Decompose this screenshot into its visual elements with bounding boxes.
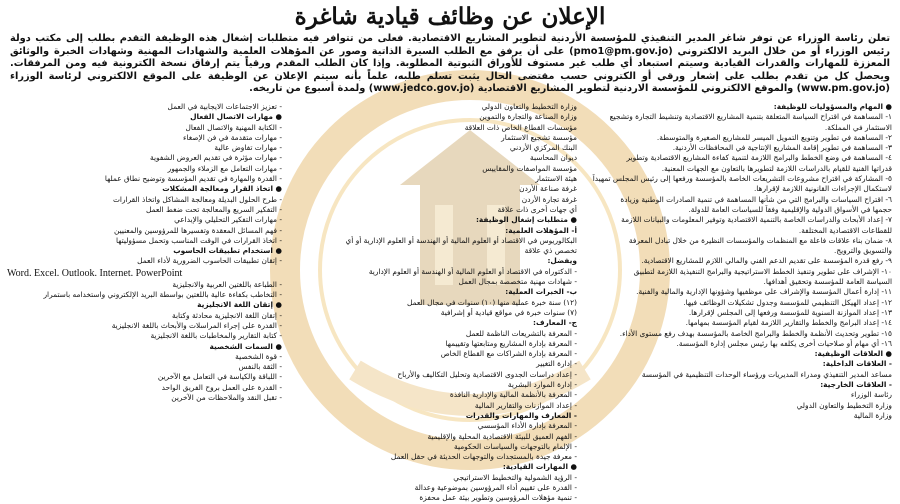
list-item: ● استخدام تطبيقات الحاسوب bbox=[173, 246, 282, 256]
list-item: لاستكمال الإجراءات القانونية اللازمة لإقرارها. bbox=[753, 184, 892, 194]
list-item: - معرفة جيدة بالمستجدات والتوجهات الحديثة في حقل العمل bbox=[390, 452, 577, 462]
list-item: ٢- المساهمة في تطوير وتنويع التمويل الميسر للمشاريع الصغيرة والمتوسطة. bbox=[656, 132, 892, 142]
list-item: - القدرة والمهارة في تقديم المؤسسة وتوضيح نطاق عملها bbox=[104, 174, 282, 184]
list-item: ١٣- إعداد الموازنة السنوية للمؤسسة ورفعها إلى المجلس لإقرارها. bbox=[688, 307, 892, 317]
list-item: - مهارات متقدمة في فن الإصغاء bbox=[182, 132, 282, 142]
list-item: أي جهات أخرى ذات علاقة bbox=[497, 204, 577, 214]
list-item: الاستثمار في المملكة. bbox=[824, 122, 892, 132]
list-item: - الرؤية الشمولية والتخطيط الاستراتيجي bbox=[453, 472, 577, 482]
list-item: - إدارة التغيير bbox=[536, 359, 577, 369]
computer-apps-line: Word. Excel. Outlook. Internet. PowerPoint bbox=[7, 267, 183, 279]
list-item: ١٤- إعداد البرامج والخطط والتقارير اللازمة لقيام المؤسسة بمهامها. bbox=[685, 318, 892, 328]
list-item: - المعرفة بإدارة الأداء المؤسسي bbox=[477, 421, 577, 431]
list-item: - المعرفة بالأنظمة المالية والإدارية النافذة bbox=[449, 390, 577, 400]
list-item: السياسة العامة للمؤسسة وتحقيق أهدافها. bbox=[763, 277, 892, 287]
list-item: قدراتها الفنية للقيام بالدراسات اللازمة لتطويرها بالتعاون مع الجهات المعنية. bbox=[661, 163, 892, 173]
list-item: ● العلاقات الوظيفية: bbox=[814, 349, 892, 359]
column-skills bbox=[7, 102, 282, 403]
list-item: حجمها في الأسواق الدولية والإقليمية وفقاً للسياسات العامة للدولة. bbox=[688, 204, 892, 214]
list-item: - التخاطب بكفاءة عالية باللغتين بواسطة البريد الإلكتروني واستخدامه باستمرار bbox=[43, 290, 282, 300]
list-item: هيئة الاستثمار bbox=[535, 174, 577, 184]
list-item: مؤسسات القطاع الخاص ذات العلاقة bbox=[464, 122, 577, 132]
list-item: - مهارات تفاوض عالية bbox=[214, 143, 282, 153]
list-item: ١٦- أي مهام أو صلاحيات أخرى يكلفه بها رئيس مجلس إدارة المؤسسة. bbox=[676, 338, 892, 348]
list-item: ٨- ضمان بناء علاقات فاعلة مع المنظمات والمؤسسات النظيرة من خلال تبادل المعرفة bbox=[628, 235, 892, 245]
list-item: - فهم المسائل المعقدة وتفسيرها للمرؤوسين والمعنيين bbox=[113, 225, 282, 235]
list-item: مساعد المدير التنفيذي ومدراء المديريات ورؤساء الوحدات التنظيمية في المؤسسة bbox=[641, 369, 892, 379]
list-item: أ- المؤهلات العلمية: bbox=[505, 225, 577, 235]
list-item: - العلاقات الداخلية: bbox=[822, 359, 892, 369]
list-item: - كتابة التقارير والمخاطبات باللغة الانجليزية bbox=[150, 331, 282, 341]
list-item: - إتقان تطبيقات الحاسوب الضرورية لأداء العمل bbox=[137, 256, 282, 266]
list-item: ب- الخبرات العملية: bbox=[505, 287, 577, 297]
list-item: - مهارات التعامل مع الزملاء والجمهور bbox=[167, 163, 282, 173]
list-item: ١٥- تطوير وتحديث الأنظمة والخطط والبرامج الخاصة بالمؤسسة بهدف رفع مستوى الأداء. bbox=[619, 328, 892, 338]
duties-list bbox=[592, 102, 892, 421]
list-item: - القدرة على العمل بروح الفريق الواحد bbox=[161, 382, 282, 392]
list-item: - المعرفة بإدارة الشراكات مع القطاع الخاص bbox=[440, 349, 577, 359]
list-item: ● إتقان اللغة الانجليزية bbox=[197, 300, 282, 310]
list-item: ٧- إعداد الأبحاث والدراسات الخاصة بالتنمية الاقتصادية وتوفير المعلومات والبيانات اللازمة bbox=[621, 215, 892, 225]
list-item: - إعداد الموازنات والتقارير المالية bbox=[474, 400, 577, 410]
list-item: - إتقان اللغة الانجليزية محادثة وكتابة bbox=[172, 310, 282, 320]
list-item: البكالوريوس في الاقتصاد أو العلوم المالية أو الهندسة أو العلوم الإدارية أو أي bbox=[345, 235, 577, 245]
list-item: رئاسة الوزراء bbox=[850, 390, 892, 400]
list-item: ٦- اقتراح السياسات والبرامج التي من شأنها المساهمة في تنمية الصادرات الوطنية وزيادة bbox=[620, 194, 892, 204]
list-item: - الدكتوراه في الاقتصاد أو العلوم المالية أو الهندسة أو العلوم الإدارية bbox=[368, 266, 577, 276]
list-item: والتسويق والترويج. bbox=[833, 246, 892, 256]
list-item: ١٢- إعداد الهيكل التنظيمي للمؤسسة وجدول تشكيلات الوظائف فيها. bbox=[683, 297, 892, 307]
list-item: - قوة الشخصية bbox=[235, 351, 282, 361]
list-item: ديوان المحاسبة bbox=[530, 153, 577, 163]
list-item: - الطباعة باللغتين العربية والانجليزية bbox=[172, 279, 282, 289]
list-item: ● المهارات القيادية: bbox=[502, 462, 577, 472]
list-item: ● متطلبات إشغال الوظيفة: bbox=[475, 215, 577, 225]
list-item: - إدارة الموارد البشرية bbox=[507, 380, 577, 390]
column-duties bbox=[592, 102, 892, 421]
list-item: - القدرة على إجراء المراسلات والأبحاث باللغة الانجليزية bbox=[111, 320, 282, 330]
list-item: ● المهام والمسؤوليات للوظيفة: bbox=[773, 102, 892, 111]
page-title: الإعلان عن وظائف قيادية شاغرة bbox=[294, 3, 606, 30]
list-item: مؤسسة تشجيع الاستثمار bbox=[501, 132, 577, 142]
list-item: - مهارات مؤثرة في تقديم العروض الشفوية bbox=[149, 153, 282, 163]
list-item: (٧) سنوات خبرة في مواقع قيادية أو إشرافية bbox=[440, 307, 577, 317]
list-item: البنك المركزي الأردني bbox=[509, 143, 577, 153]
list-item: ● مهارات الاتصال الفعال bbox=[190, 112, 282, 122]
list-item: ١١- إدارة أعمال المؤسسة والإشراف على موظفيها وشؤونها الإدارية والمالية والفنية. bbox=[636, 287, 892, 297]
list-item: ● السمات الشخصية bbox=[209, 341, 282, 351]
list-item: - طرح الحلول البديلة ومعالجة المشاكل واتخاذ القرارات bbox=[112, 194, 282, 204]
list-item: ٤- المساهمة في وضع الخطط والبرامج اللازمة لتنمية كفاءة المشاريع الاقتصادية وتطوير bbox=[626, 153, 892, 163]
list-item: - الإلمام بالتوجهات والسياسات الحكومية bbox=[454, 441, 577, 451]
list-item: ١٠- الإشراف على تطوير وتنفيذ الخطط الاستراتيجية والبرامج التنفيذية اللازمة لتطبيق bbox=[633, 266, 892, 276]
list-item: - اتخاذ القرارات في الوقت المناسب وتحمل مسؤوليتها bbox=[116, 235, 282, 245]
list-item: وزارة الصناعة والتجارة والتموين bbox=[479, 112, 577, 122]
list-item: وزارة المالية bbox=[853, 410, 892, 420]
list-item: - شهادات مهنية متخصصة بمجال العمل bbox=[458, 277, 577, 287]
list-item: ٣- المساهمة في تطوير إقامة المشاريع الإنتاجية في المحافظات الأردنية. bbox=[672, 143, 892, 153]
list-item: - مهارات التفكير التحليلي والإبداعي bbox=[174, 215, 282, 225]
list-item: غرفة صناعة الأردن bbox=[519, 184, 577, 194]
list-item: - المعرفة بالتشريعات الناظمة للعمل bbox=[465, 328, 577, 338]
list-item: تخصص ذي علاقة bbox=[524, 246, 577, 256]
list-item: غرفة تجارة الأردن bbox=[521, 194, 577, 204]
list-item: - القدرة على تقييم أداء المرؤوسين بموضوعية وعدالة bbox=[414, 482, 577, 492]
list-item: - المعارف والمهارات والقدرات bbox=[465, 410, 577, 420]
intro-paragraph bbox=[10, 33, 890, 96]
list-item: ويفضل: bbox=[547, 256, 577, 266]
list-item: ٥- المشاركة في اقتراح مشروعات التشريعات الخاصة بالمؤسسة ورفعها إلى رئيس المجلس تمهيداً bbox=[592, 174, 892, 184]
list-item: ١- المساهمة في اقتراح السياسة المتعلقة بتنمية المشاريع الاقتصادية وتنشيط التجارة وتشجيع bbox=[609, 112, 892, 122]
list-item: - الثقة بالنفس bbox=[238, 362, 282, 372]
list-item: (١٢) سنة خبرة عملية منها (١٠) سنوات في مجال العمل bbox=[407, 297, 577, 307]
list-item: - العلاقات الخارجية: bbox=[820, 380, 892, 390]
list-item: - تقبل النقد والملاحظات من الآخرين bbox=[171, 393, 282, 403]
list-item: - تعزيز الاجتماعات الايجابية في العمل bbox=[167, 102, 282, 111]
list-item: - تنمية مؤهلات المرؤوسين وتطوير بيئة عمل محفزة bbox=[419, 493, 577, 503]
list-item: ● اتخاذ القرار ومعالجة المشكلات bbox=[162, 184, 282, 194]
list-item: - الفهم العميق للبيئة الاقتصادية المحلية والإقليمية bbox=[427, 431, 577, 441]
list-item: - الكتابة المهنية والاتصال الفعال bbox=[185, 122, 282, 132]
list-item: ج- المعارف: bbox=[533, 318, 577, 328]
column-requirements bbox=[292, 102, 577, 504]
requirements-list bbox=[292, 102, 577, 504]
list-item: - المعرفة بإدارة المشاريع ومتابعتها وتقييمها bbox=[445, 338, 577, 348]
list-item: للقطاعات الاقتصادية المختلفة. bbox=[798, 225, 892, 235]
list-item: وزارة التخطيط والتعاون الدولي bbox=[481, 102, 577, 111]
intro-text: تعلن رئاسة الوزراء عن توفر شاغر المدير التنفيذي للمؤسسة الأردنية لتطوير المشاريع الاقتصادية. فعلى من تتوافر فيه متطلبات إشغال هذه الوظيفة التقدم بطلب إلى مكتب دولة رئيس الوزراء أو من خلال البريد الالكتروني (pmo1@pm.gov.jo) على أن يرفق مع الطلب السيرة الذاتية وصور عن المؤهلات العلمية والشهادات المهنية وشهادات الخبرة والوثائق المعززة للمهارات والقدرات القيادية وسيتم استبعاد أي طلب غير مستوف للأوراق الثبوتية المطلوبة. وإذا كان الطلب المقدم ورقياً يتم إرفاق نسخة الكترونية فيه ومن المرفقات. ويحصل كل من تقدم بطلب على إشعار ورقي أو الكتروني حسب مقتضى الحال يثبت تسلم طلبه، علماً بأنه سيتم الإعلان عن الوظيفة على الموقع الالكتروني لرئاسة الوزراء (www.pm.gov.jo) والموقع الالكتروني للمؤسسة الاردنية لتطوير المشاريع الاقتصادية (www.jedco.gov.jo) ولمدة أسبوع من تاريخه. bbox=[10, 33, 890, 95]
list-item: مؤسسة المواصفات والمقاييس bbox=[482, 163, 577, 173]
list-item: - إعداد دراسات الجدوى الاقتصادية وتحليل التكاليف والأرباح bbox=[397, 369, 577, 379]
list-item: وزارة التخطيط والتعاون الدولي bbox=[796, 400, 892, 410]
list-item: - التفكير السريع والمعالجة تحت ضغط العمل bbox=[145, 204, 282, 214]
list-item: - اللباقة والكياسة في التعامل مع الآخرين bbox=[157, 372, 282, 382]
skills-list bbox=[7, 102, 282, 403]
list-item: ٩- رفع قدرة المؤسسة على تقديم الدعم الفني والمالي اللازم للمشاريع الاقتصادية. bbox=[641, 256, 892, 266]
